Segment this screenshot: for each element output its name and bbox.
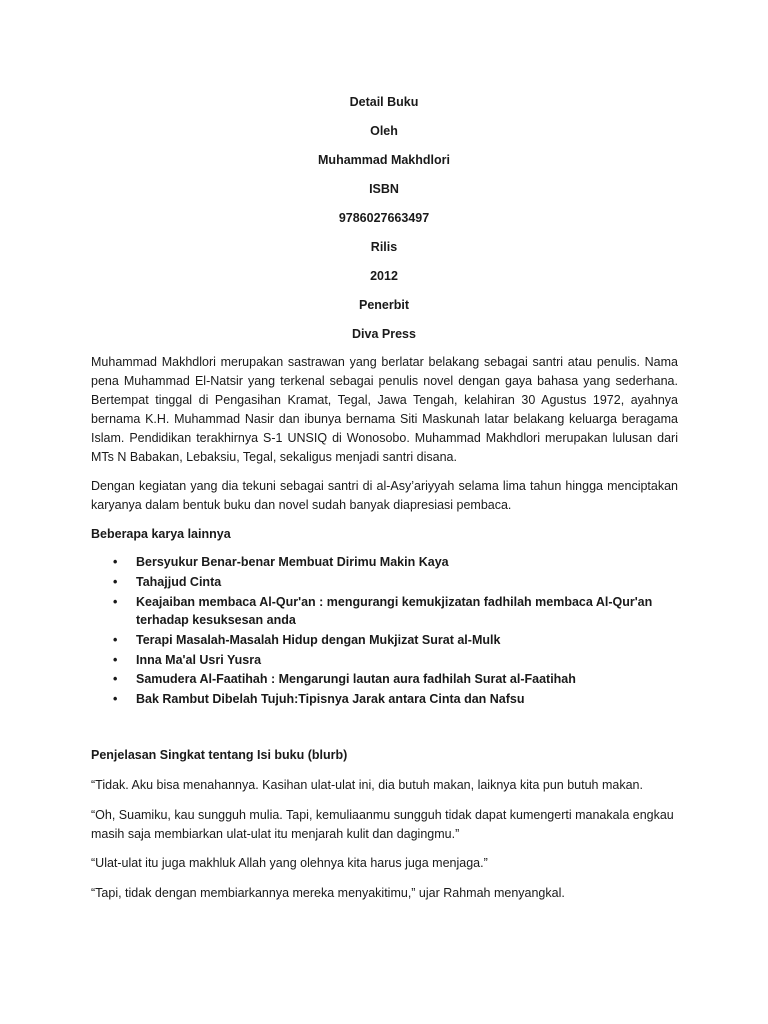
- bullet-icon: •: [113, 555, 118, 569]
- book-detail-header: [0, 92, 768, 353]
- bullet-icon: •: [113, 692, 118, 707]
- list-item: [91, 631, 678, 650]
- author-activity-paragraph: Dengan kegiatan yang dia tekuni sebagai santri di al-Asy’ariyyah selama lima tahun hingga menciptakan karyanya dalam bentuk buku dan novel sudah banyak diapresiasi pembaca.: [91, 479, 678, 512]
- release-label: Rilis: [370, 240, 398, 254]
- work-title: Bersyukur Benar-benar Membuat Dirimu Makin Kaya: [136, 555, 449, 569]
- list-item: [91, 593, 678, 630]
- list-item: [91, 651, 678, 670]
- list-item: [91, 690, 678, 709]
- work-title: Samudera Al-Faatihah : Mengarungi lautan aura fadhilah Surat al-Faatihah: [136, 672, 576, 687]
- author-label: Oleh: [370, 124, 398, 138]
- bullet-icon: •: [113, 672, 118, 687]
- detail-title: Detail Buku: [349, 95, 419, 109]
- isbn-label: ISBN: [369, 182, 399, 196]
- author-bio-paragraph: Muhammad Makhdlori merupakan sastrawan yang berlatar belakang sebagai santri atau penulis. Nama pena Muhammad El-Natsir yang terkenal sebagai penulis novel dengan gaya bahasa yang sederhana. Bertempat tinggal di Pengasihan Kramat, Tegal, Jawa Tengah, kelahiran 30 Agustus 1972, ayahnya bernama K.H. Muhammad Nasir dan ibunya bernama Siti Maskunah latar belakang keluarga beragama Islam. Pendidikan terakhirnya S-1 UNSIQ di Wonosobo. Muhammad Makhdlori merupakan lulusan dari MTs N Babakan, Lebaksiu, Tegal, sekaligus menjadi santri disana.: [91, 355, 678, 464]
- bullet-icon: •: [113, 594, 118, 609]
- blurb-quote: “Ulat-ulat itu juga makhluk Allah yang olehnya kita harus juga menjaga.”: [91, 856, 488, 870]
- other-works-list: [91, 553, 678, 710]
- publisher-label: Penerbit: [358, 298, 409, 312]
- list-item: [91, 670, 678, 689]
- work-title: Inna Ma'al Usri Yusra: [136, 652, 262, 667]
- other-works-heading: Beberapa karya lainnya: [91, 527, 231, 541]
- bullet-icon: •: [113, 652, 118, 667]
- bullet-icon: •: [113, 574, 118, 589]
- blurb-quote: “Oh, Suamiku, kau sungguh mulia. Tapi, kemuliaanmu sungguh tidak dapat kumengerti manakala engkau masih saja membiarkan ulat-ulat itu menjarah kulit dan dagingmu.”: [91, 808, 674, 841]
- list-item: [91, 573, 678, 592]
- bullet-icon: •: [113, 632, 118, 647]
- work-title: Keajaiban membaca Al-Qur'an : mengurangi kemukjizatan fadhilah membaca Al-Qur'an terhadap kesuksesan anda: [136, 594, 653, 628]
- blurb-quote: “Tidak. Aku bisa menahannya. Kasihan ulat-ulat ini, dia butuh makan, laiknya kita pun butuh makan.: [91, 778, 643, 792]
- author-name: Muhammad Makhdlori: [318, 153, 450, 167]
- isbn-value: 9786027663497: [338, 211, 430, 225]
- work-title: Terapi Masalah-Masalah Hidup dengan Mukjizat Surat al-Mulk: [136, 632, 501, 647]
- work-title: Tahajjud Cinta: [136, 574, 222, 589]
- blurb-heading: Penjelasan Singkat tentang Isi buku (blurb): [91, 748, 348, 762]
- publisher-value: Diva Press: [352, 327, 416, 341]
- list-item: [91, 553, 678, 572]
- release-value: 2012: [370, 269, 398, 283]
- blurb-quote: “Tapi, tidak dengan membiarkannya mereka menyakitimu,” ujar Rahmah menyangkal.: [91, 886, 565, 900]
- work-title: Bak Rambut Dibelah Tujuh:Tipisnya Jarak antara Cinta dan Nafsu: [136, 692, 525, 707]
